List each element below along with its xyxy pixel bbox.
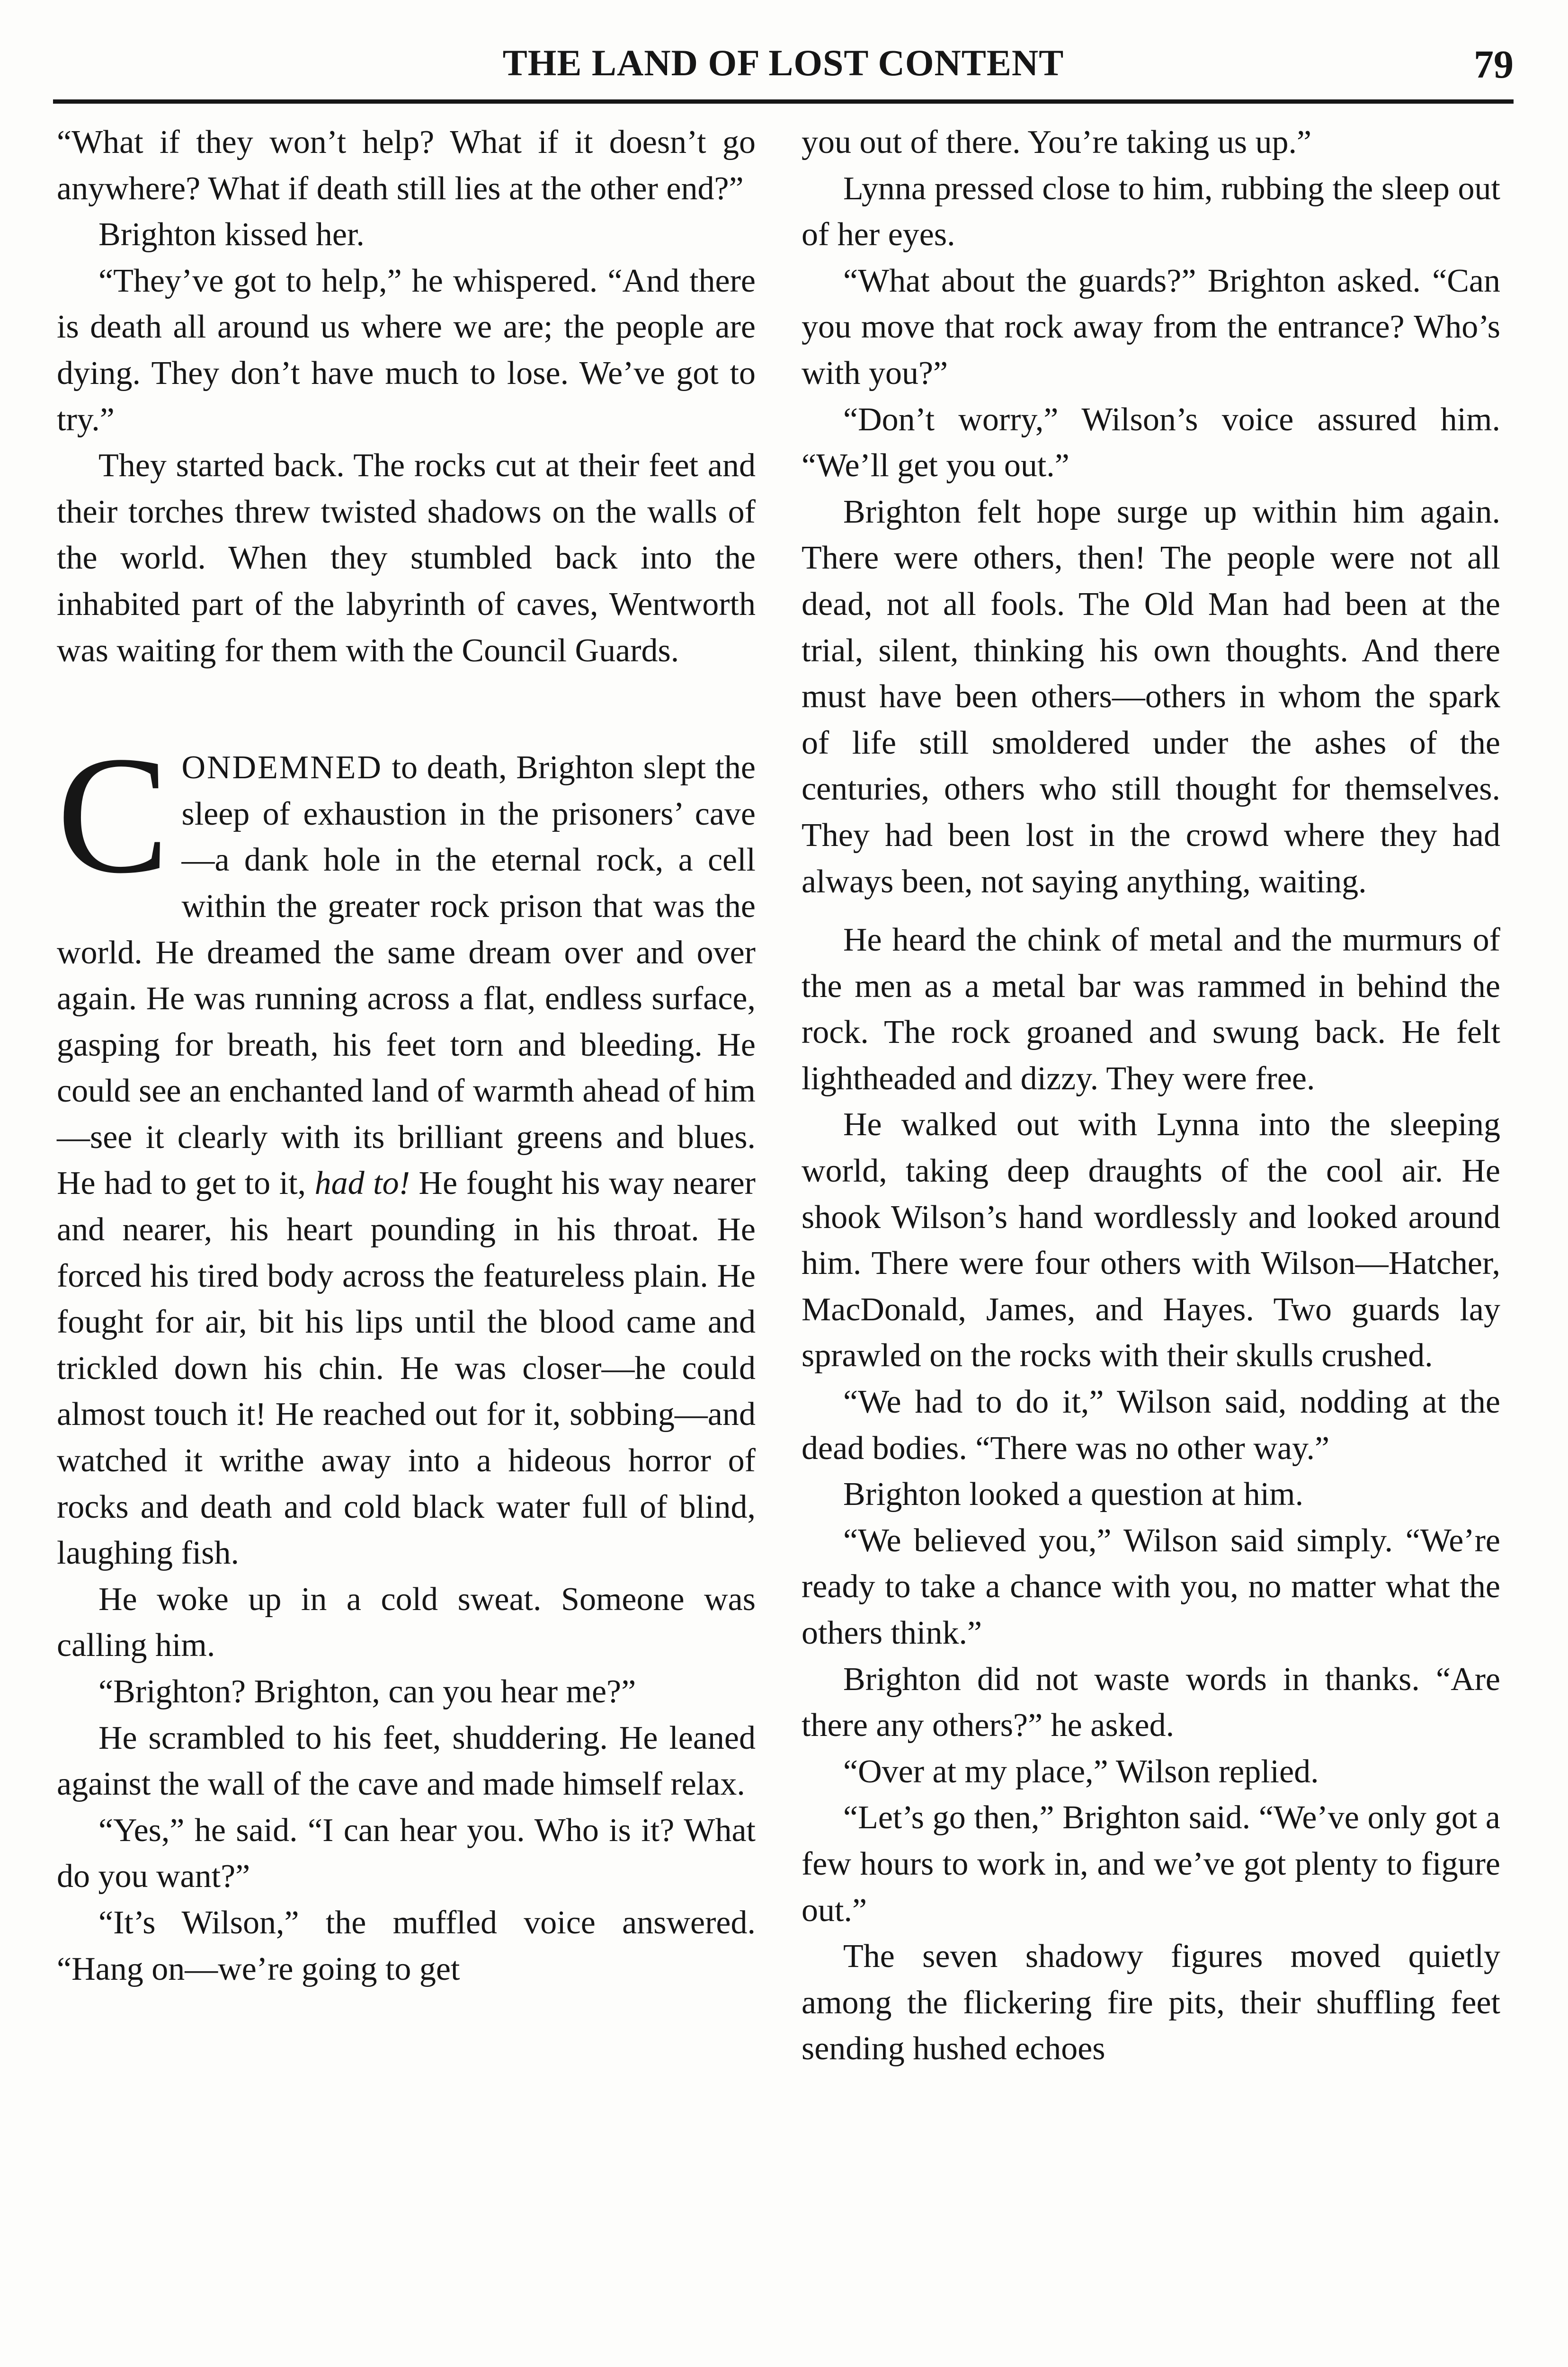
drop-cap-paragraph	[57, 722, 756, 1576]
paragraph: “We believed you,” Wilson said simply. “We’re ready to take a chance with you, no matter what the others think.”	[802, 1522, 1500, 1651]
drop-cap-text: to death, Brighton slept the sleep of exhaustion in the prisoners’ cave—a dank hole in the eternal rock, a cell within the greater rock prison that was the world. He dreamed the same dream over and over again. He was running across a flat, endless surface, gasping for breath, his feet torn and bleeding. He could see an enchanted land of warmth ahead of him—see it clearly with its brilliant greens and blues. He had to get to it,	[57, 749, 756, 1202]
paragraph: Lynna pressed close to him, rubbing the sleep out of her eyes.	[802, 170, 1500, 253]
paragraph: Brighton felt hope surge up within him again. There were others, then! The people were not all dead, not all fools. The Old Man had been at the trial, silent, thinking his own thoughts. And there must have been others—others in whom the spark of life still smoldered under the ashes of the centuries, others who still thought for themselves. They had been lost in the crowd where they had always been, not saying anything, waiting.	[802, 493, 1500, 900]
paragraph: you out of there. You’re taking us up.”	[802, 124, 1312, 160]
paragraph: “What if they won’t help? What if it doesn’t go anywhere? What if death still lies at the other end?”	[57, 124, 756, 207]
paragraph: The seven shadowy figures moved quietly among the flickering fire pits, their shuffling feet sending hushed echoes	[802, 1938, 1500, 2067]
page-number: 79	[1474, 43, 1514, 87]
emphasis-text: had to!	[314, 1165, 410, 1202]
paragraph: He heard the chink of metal and the murmurs of the men as a metal bar was rammed in behind the rock. The rock groaned and swung back. He felt lightheaded and dizzy. They were free.	[802, 922, 1500, 1097]
paragraph: Brighton kissed her.	[98, 216, 365, 253]
paragraph: “Over at my place,” Wilson replied.	[843, 1753, 1319, 1790]
paragraph: “Yes,” he said. “I can hear you. Who is it? What do you want?”	[57, 1812, 756, 1895]
paragraph: “What about the guards?” Brighton asked. “Can you move that rock away from the entrance? Who’s with you?”	[802, 262, 1500, 392]
running-title: THE LAND OF LOST CONTENT	[502, 42, 1064, 83]
paragraph: He scrambled to his feet, shuddering. He leaned against the wall of the cave and made himself relax.	[57, 1719, 756, 1803]
paragraph: “It’s Wilson,” the muffled voice answered. “Hang on—we’re going to get	[57, 1904, 756, 1987]
paragraph: “Don’t worry,” Wilson’s voice assured him. “We’ll get you out.”	[802, 401, 1500, 484]
drop-cap-letter: C	[57, 722, 169, 909]
left-column	[57, 119, 756, 1992]
page-header	[53, 42, 1514, 104]
paragraph: “We had to do it,” Wilson said, nodding at the dead bodies. “There was no other way.”	[802, 1384, 1500, 1467]
paragraph: Brighton looked a question at him.	[843, 1476, 1304, 1513]
drop-cap-text-end: He fought his way nearer and nearer, his heart pounding in his throat. He forced his tired body across the featureless plain. He fought for air, bit his lips until the blood came and trickled down his chin. He was closer—he could almost touch it! He reached out for it, sobbing—and watched it writhe away into a hideous horror of rocks and death and cold black water full of blind, laughing fish.	[57, 1165, 756, 1572]
paragraph: He walked out with Lynna into the sleeping world, taking deep draughts of the cool air. He shook Wilson’s hand wordlessly and looked around him. There were four others with Wilson—Hatcher, MacDonald, James, and Hayes. Two guards lay sprawled on the rocks with their skulls crushed.	[802, 1106, 1500, 1374]
paragraph: He woke up in a cold sweat. Someone was calling him.	[57, 1581, 756, 1664]
paragraph: They started back. The rocks cut at their feet and their torches threw twisted shadows on the walls of the world. When they stumbled back into the inhabited part of the labyrinth of caves, Wentworth was waiting for them with the Council Guards.	[57, 447, 756, 669]
paragraph: “Brighton? Brighton, can you hear me?”	[98, 1673, 636, 1710]
right-column	[802, 119, 1500, 2072]
paragraph: “They’ve got to help,” he whispered. “And there is death all around us where we are; the people are dying. They don’t have much to lose. We’ve got to try.”	[57, 262, 756, 438]
paragraph: “Let’s go then,” Brighton said. “We’ve only got a few hours to work in, and we’ve got plenty to figure out.”	[802, 1799, 1500, 1929]
paragraph: Brighton did not waste words in thanks. “Are there any others?” he asked.	[802, 1661, 1500, 1744]
drop-cap-caps: ONDEMNED	[181, 749, 383, 786]
